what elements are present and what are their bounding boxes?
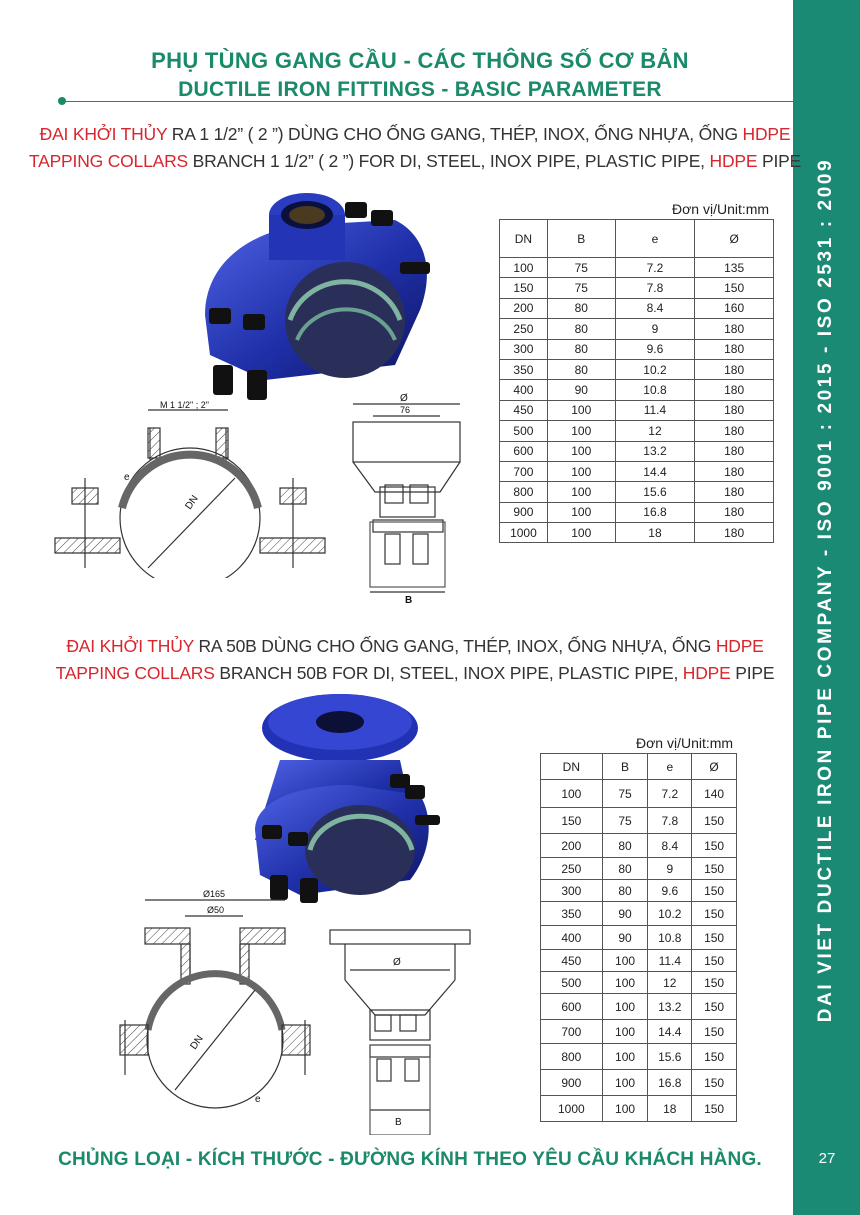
table-cell: 1000 xyxy=(500,523,548,543)
section1-unit-label: Đơn vị/Unit:mm xyxy=(672,201,770,217)
sidebar-company-text: DAI VIET DUCTILE IRON PIPE COMPANY - ISO 9001 : 2015 - ISO 2531 : 2009 xyxy=(815,157,836,1023)
table-row xyxy=(500,421,774,441)
table-row xyxy=(541,1044,737,1070)
table-cell: 100 xyxy=(602,1044,648,1070)
table-cell: 500 xyxy=(541,972,603,994)
section1-col-e: e xyxy=(615,220,695,258)
table-cell: 80 xyxy=(602,880,648,902)
section2-en-desc: BRANCH 50B FOR DI, STEEL, INOX PIPE, PLASTIC PIPE, xyxy=(214,663,683,683)
table-cell: 9.6 xyxy=(615,339,695,359)
section1-thread-label: M 1 1/2" ; 2" xyxy=(160,400,209,410)
table-cell: 180 xyxy=(695,482,774,502)
table-cell: 80 xyxy=(602,834,648,858)
table-cell: 700 xyxy=(541,1020,603,1044)
table-cell: 100 xyxy=(547,461,615,481)
table-cell: 250 xyxy=(500,319,548,339)
table-cell: 100 xyxy=(547,441,615,461)
section2-col-dn: DN xyxy=(541,754,603,780)
table-cell: 300 xyxy=(541,880,603,902)
table-row xyxy=(500,400,774,420)
section1-front-drawing xyxy=(40,398,340,578)
table-cell: 10.8 xyxy=(615,380,695,400)
table-cell: 200 xyxy=(541,834,603,858)
table-cell: 350 xyxy=(541,902,603,926)
table-cell: 80 xyxy=(547,359,615,379)
section1-col-phi: Ø xyxy=(695,220,774,258)
table-row xyxy=(500,319,774,339)
table-cell: 450 xyxy=(541,950,603,972)
section2-inner-dia-label: Ø50 xyxy=(207,905,225,915)
table-row xyxy=(541,902,737,926)
header-rule xyxy=(64,101,793,102)
table-cell: 80 xyxy=(547,319,615,339)
table-row xyxy=(541,972,737,994)
table-cell: 250 xyxy=(541,858,603,880)
table-cell: 100 xyxy=(602,972,648,994)
table-cell: 600 xyxy=(541,994,603,1020)
table-cell: 350 xyxy=(500,359,548,379)
table-cell: 16.8 xyxy=(648,1070,692,1096)
table-cell: 90 xyxy=(547,380,615,400)
table-cell: 500 xyxy=(500,421,548,441)
table-cell: 9 xyxy=(615,319,695,339)
section2-phi-label: Ø xyxy=(393,957,401,968)
table-cell: 180 xyxy=(695,339,774,359)
table-cell: 15.6 xyxy=(648,1044,692,1070)
table-row xyxy=(500,278,774,298)
table-cell: 75 xyxy=(547,258,615,278)
section1-vn-product: ĐAI KHỞI THỦY xyxy=(39,124,168,144)
table-row xyxy=(541,1020,737,1044)
section2-unit-label: Đơn vị/Unit:mm xyxy=(636,735,734,751)
table-cell: 400 xyxy=(541,926,603,950)
table-cell: 150 xyxy=(692,994,737,1020)
table-cell: 150 xyxy=(692,1096,737,1122)
table-cell: 100 xyxy=(547,523,615,543)
table-cell: 8.4 xyxy=(615,298,695,318)
section2-col-b: B xyxy=(602,754,648,780)
table-cell: 180 xyxy=(695,400,774,420)
section1-b-label: B xyxy=(405,595,413,606)
section1-col-dn: DN xyxy=(500,220,548,258)
table-cell: 100 xyxy=(547,400,615,420)
footer-slogan: CHỦNG LOẠI - KÍCH THƯỚC - ĐƯỜNG KÍNH THEO YÊU CẦU KHÁCH HÀNG. xyxy=(58,1149,762,1170)
table-cell: 900 xyxy=(541,1070,603,1096)
table-cell: 180 xyxy=(695,359,774,379)
table-row xyxy=(500,359,774,379)
table-cell: 100 xyxy=(602,950,648,972)
section1-col-b: B xyxy=(547,220,615,258)
table-cell: 100 xyxy=(547,502,615,522)
table-cell: 150 xyxy=(692,972,737,994)
section1-side-drawing xyxy=(345,392,470,607)
section2-col-phi: Ø xyxy=(692,754,737,780)
section2-side-drawing xyxy=(325,925,475,1135)
table-row xyxy=(541,926,737,950)
section2-en-pipe: PIPE xyxy=(730,663,775,683)
table-cell: 15.6 xyxy=(615,482,695,502)
table-cell: 12 xyxy=(648,972,692,994)
table-cell: 9.6 xyxy=(648,880,692,902)
table-cell: 11.4 xyxy=(648,950,692,972)
table-cell: 200 xyxy=(500,298,548,318)
table-cell: 7.2 xyxy=(615,258,695,278)
section1-table-header-row xyxy=(500,220,774,258)
section2-e-label: e xyxy=(255,1094,261,1105)
table-row xyxy=(541,994,737,1020)
table-row xyxy=(541,1096,737,1122)
table-cell: 14.4 xyxy=(648,1020,692,1044)
table-cell: 150 xyxy=(692,880,737,902)
section2-table-header-row xyxy=(541,754,737,780)
table-cell: 100 xyxy=(547,482,615,502)
page-title-vietnamese: PHỤ TÙNG GANG CẦU - CÁC THÔNG SỐ CƠ BẢN xyxy=(151,48,689,73)
section2-vn-desc: RA 50B DÙNG CHO ỐNG GANG, THÉP, INOX, ỐNG NHỰA, ỐNG xyxy=(193,636,716,656)
table-row xyxy=(541,880,737,902)
table-row xyxy=(500,461,774,481)
table-cell: 150 xyxy=(692,950,737,972)
table-cell: 180 xyxy=(695,319,774,339)
table-cell: 150 xyxy=(692,858,737,880)
section2-outer-dia-label: Ø165 xyxy=(203,889,226,899)
section1-title-vn xyxy=(20,124,810,145)
table-cell: 75 xyxy=(602,808,648,834)
table-cell: 180 xyxy=(695,421,774,441)
table-cell: 90 xyxy=(602,902,648,926)
table-cell: 180 xyxy=(695,461,774,481)
section2-col-e: e xyxy=(648,754,692,780)
section1-en-pipe: PIPE xyxy=(757,151,802,171)
table-cell: 150 xyxy=(692,808,737,834)
table-cell: 150 xyxy=(692,1020,737,1044)
table-cell: 180 xyxy=(695,441,774,461)
section1-width-label: 76 xyxy=(400,405,411,415)
section1-spec-table xyxy=(499,219,774,543)
table-cell: 18 xyxy=(615,523,695,543)
table-cell: 160 xyxy=(695,298,774,318)
table-cell: 150 xyxy=(695,278,774,298)
table-cell: 7.8 xyxy=(648,808,692,834)
table-cell: 12 xyxy=(615,421,695,441)
section2-spec-table xyxy=(540,753,737,1122)
table-cell: 100 xyxy=(541,780,603,808)
table-row xyxy=(541,808,737,834)
table-cell: 100 xyxy=(602,994,648,1020)
table-row xyxy=(500,339,774,359)
table-cell: 150 xyxy=(692,1044,737,1070)
table-cell: 100 xyxy=(602,1070,648,1096)
table-cell: 8.4 xyxy=(648,834,692,858)
table-row xyxy=(541,834,737,858)
table-cell: 80 xyxy=(547,298,615,318)
table-cell: 7.8 xyxy=(615,278,695,298)
table-cell: 10.2 xyxy=(615,359,695,379)
table-cell: 150 xyxy=(692,834,737,858)
table-cell: 10.2 xyxy=(648,902,692,926)
section1-product-image xyxy=(195,180,445,405)
table-cell: 18 xyxy=(648,1096,692,1122)
table-row xyxy=(500,298,774,318)
table-cell: 180 xyxy=(695,502,774,522)
page-title-english: DUCTILE IRON FITTINGS - BASIC PARAMETER xyxy=(178,78,662,101)
table-cell: 7.2 xyxy=(648,780,692,808)
section1-en-product: TAPPING COLLARS xyxy=(28,151,189,171)
table-cell: 300 xyxy=(500,339,548,359)
table-cell: 90 xyxy=(602,926,648,950)
section2-product-image xyxy=(240,690,445,905)
section2-en-hdpe: HDPE xyxy=(682,663,731,683)
table-cell: 800 xyxy=(541,1044,603,1070)
section2-title-en xyxy=(20,663,810,684)
table-cell: 150 xyxy=(692,1070,737,1096)
section1-e-label: e xyxy=(124,472,130,483)
table-cell: 800 xyxy=(500,482,548,502)
table-cell: 100 xyxy=(602,1020,648,1044)
table-cell: 80 xyxy=(602,858,648,880)
table-row xyxy=(541,780,737,808)
section1-en-desc: BRANCH 1 1/2” ( 2 ”) FOR DI, STEEL, INOX PIPE, PLASTIC PIPE, xyxy=(188,151,710,171)
table-cell: 100 xyxy=(547,421,615,441)
table-cell: 13.2 xyxy=(648,994,692,1020)
table-row xyxy=(500,441,774,461)
table-cell: 75 xyxy=(602,780,648,808)
table-cell: 1000 xyxy=(541,1096,603,1122)
table-cell: 135 xyxy=(695,258,774,278)
section1-vn-desc: RA 1 1/2” ( 2 ”) DÙNG CHO ỐNG GANG, THÉP, INOX, ỐNG NHỰA, ỐNG xyxy=(167,124,743,144)
table-cell: 700 xyxy=(500,461,548,481)
table-row xyxy=(541,950,737,972)
section2-vn-product: ĐAI KHỞI THỦY xyxy=(66,636,194,656)
table-cell: 9 xyxy=(648,858,692,880)
page-number: 27 xyxy=(818,1150,836,1167)
section1-dn-label: DN xyxy=(183,493,201,512)
table-cell: 75 xyxy=(547,278,615,298)
table-cell: 150 xyxy=(500,278,548,298)
table-row xyxy=(541,858,737,880)
table-cell: 13.2 xyxy=(615,441,695,461)
table-cell: 400 xyxy=(500,380,548,400)
table-row xyxy=(500,380,774,400)
table-cell: 900 xyxy=(500,502,548,522)
table-cell: 150 xyxy=(692,926,737,950)
table-cell: 180 xyxy=(695,380,774,400)
table-cell: 600 xyxy=(500,441,548,461)
section2-b-label: B xyxy=(395,1117,402,1128)
section2-dn-label: DN xyxy=(188,1033,206,1052)
table-cell: 140 xyxy=(692,780,737,808)
table-cell: 80 xyxy=(547,339,615,359)
section2-en-product: TAPPING COLLARS xyxy=(55,663,215,683)
table-row xyxy=(541,1070,737,1096)
table-cell: 450 xyxy=(500,400,548,420)
section1-title-en xyxy=(20,151,810,172)
table-cell: 100 xyxy=(500,258,548,278)
section1-en-hdpe: HDPE xyxy=(709,151,758,171)
table-cell: 16.8 xyxy=(615,502,695,522)
table-cell: 150 xyxy=(692,902,737,926)
section2-title-vn xyxy=(20,636,810,657)
table-row xyxy=(500,482,774,502)
section1-phi-label: Ø xyxy=(400,393,408,404)
section2-front-drawing xyxy=(115,880,315,1115)
table-row xyxy=(500,502,774,522)
table-cell: 180 xyxy=(695,523,774,543)
table-cell: 100 xyxy=(602,1096,648,1122)
table-cell: 11.4 xyxy=(615,400,695,420)
section1-vn-hdpe: HDPE xyxy=(742,124,791,144)
table-cell: 14.4 xyxy=(615,461,695,481)
table-cell: 10.8 xyxy=(648,926,692,950)
table-row xyxy=(500,258,774,278)
section2-vn-hdpe: HDPE xyxy=(715,636,764,656)
table-row xyxy=(500,523,774,543)
table-cell: 150 xyxy=(541,808,603,834)
